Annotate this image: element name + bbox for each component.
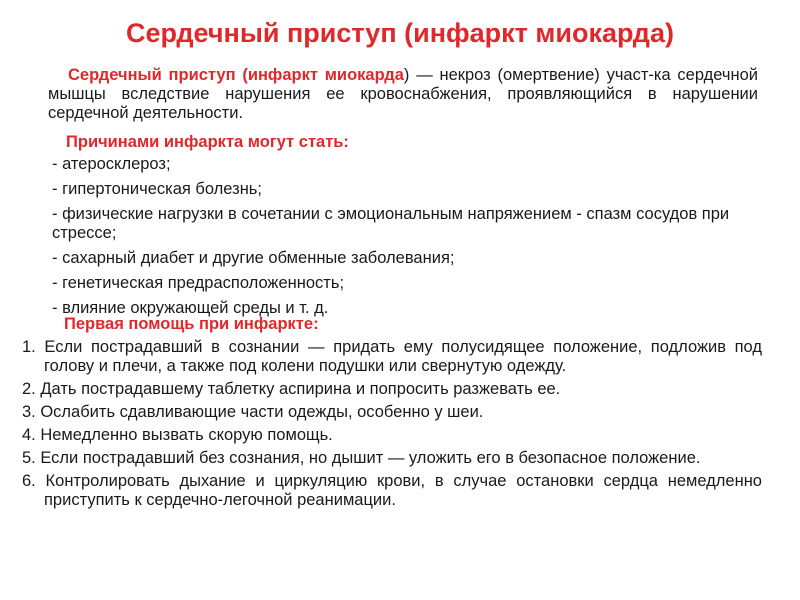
cause-item: - физические нагрузки в сочетании с эмоциональным напряжением - спазм сосудов при стрессе; bbox=[52, 205, 730, 242]
causes-heading: Причинами инфаркта могут стать: bbox=[66, 133, 349, 151]
cause-item: - сахарный диабет и другие обменные заболевания; bbox=[52, 249, 455, 267]
step-item: 6. Контролировать дыхание и циркуляцию крови, в случае остановки сердца немедленно приступить к сердечно-легочной реанимации. bbox=[22, 472, 762, 509]
step-item: 4. Немедленно вызвать скорую помощь. bbox=[22, 426, 333, 444]
first-aid-steps bbox=[22, 338, 762, 514]
step-item: 5. Если пострадавший без сознания, но дышит — уложить его в безопасное положение. bbox=[22, 449, 701, 467]
cause-item: - влияние окружающей среды и т. д. bbox=[52, 299, 329, 317]
step-item: 3. Ослабить сдавливающие части одежды, особенно у шеи. bbox=[22, 403, 484, 421]
intro-lead: Сердечный приступ (инфаркт миокарда bbox=[68, 66, 404, 84]
intro-paragraph bbox=[48, 66, 758, 123]
causes-list bbox=[52, 155, 772, 324]
step-item: 2. Дать пострадавшему таблетку аспирина и попросить разжевать ее. bbox=[22, 380, 561, 398]
cause-item: - генетическая предрасположенность; bbox=[52, 274, 345, 292]
first-aid-heading: Первая помощь при инфаркте: bbox=[64, 315, 319, 333]
slide-title: Сердечный приступ (инфаркт миокарда) bbox=[126, 18, 674, 48]
intro-rest: ) — некроз (омертвение) участ-ка сердечной мышцы вследствие нарушения ее кровоснабжения, проявляющийся в нарушении сердечной деятельности. bbox=[48, 66, 758, 122]
cause-item: - атеросклероз; bbox=[52, 155, 171, 173]
cause-item: - гипертоническая болезнь; bbox=[52, 180, 262, 198]
step-item: 1. Если пострадавший в сознании — придать ему полусидящее положение, подложив под голову и плечи, а также под колени подушки или свернутую одежду. bbox=[22, 338, 762, 375]
